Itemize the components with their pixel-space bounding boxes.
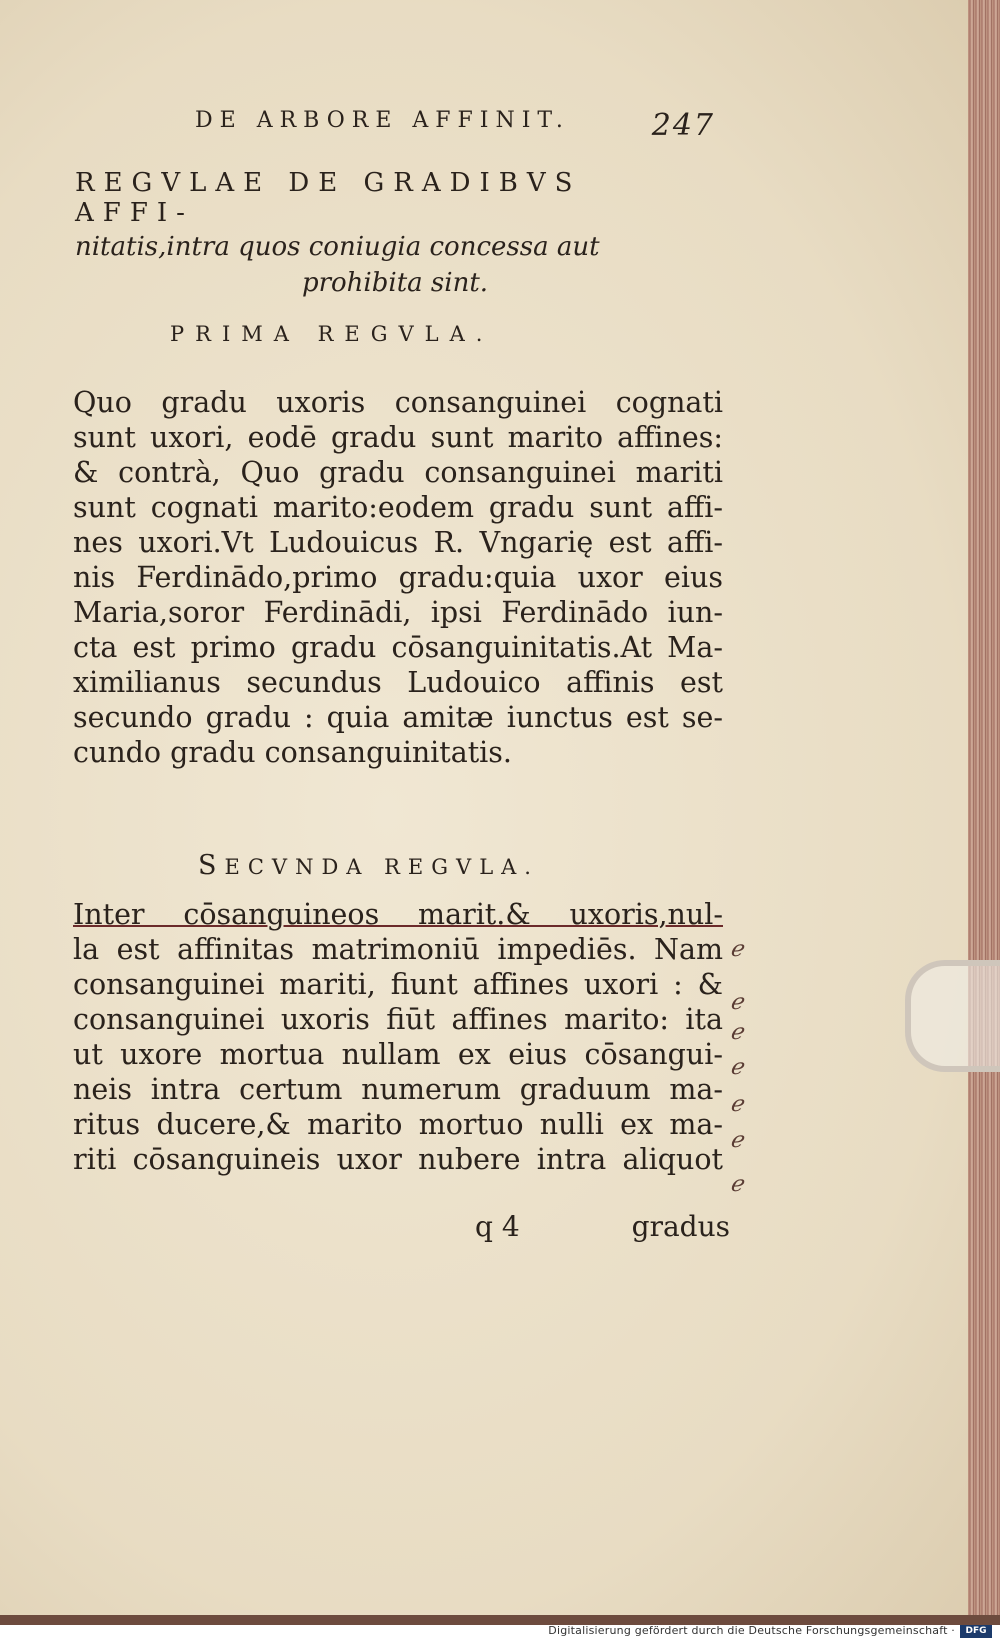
catchword: gradus bbox=[631, 1210, 730, 1243]
text-line: sunt cognati marito:eodem gradu sunt affi- bbox=[73, 491, 723, 524]
text-line-underlined: Inter cōsanguineos marit.& uxoris,nul- bbox=[73, 898, 723, 931]
paragraph-secunda bbox=[73, 897, 723, 1177]
heading-initial: S bbox=[198, 850, 225, 881]
text-line: ritus ducere,& marito mortuo nulli ex ma- bbox=[73, 1108, 723, 1141]
chapter-title bbox=[75, 168, 715, 298]
dfg-logo: DFG bbox=[960, 1625, 992, 1638]
text-line: consanguinei uxoris fiūt affines marito: ita bbox=[73, 1003, 723, 1036]
signature-mark: q 4 bbox=[475, 1210, 520, 1243]
text-line: & contrà, Quo gradu consanguinei mariti bbox=[73, 456, 723, 489]
running-title: DE ARBORE AFFINIT. bbox=[195, 108, 570, 133]
title-line-1: REGVLAE DE GRADIBVS AFFI- bbox=[75, 168, 582, 228]
marginal-mark: ℯ bbox=[730, 990, 744, 1015]
text-line: nis Ferdinādo,primo gradu:quia uxor eius bbox=[73, 561, 723, 594]
text-line: neis intra certum numerum graduum ma- bbox=[73, 1073, 723, 1106]
text-line: la est affinitas matrimoniū impediēs. Nam bbox=[73, 933, 723, 966]
digitization-credit: Digitalisierung gefördert durch die Deutsche Forschungsgemeinschaft · bbox=[548, 1624, 955, 1637]
text-line: ut uxore mortua nullam ex eius cōsangui- bbox=[73, 1038, 723, 1071]
text-line: nes uxori.Vt Ludouicus R. Vngarię est affi- bbox=[73, 526, 723, 559]
text-line: Maria,soror Ferdinādi, ipsi Ferdinādo iun- bbox=[73, 596, 723, 629]
running-header bbox=[195, 108, 715, 143]
text-line: sunt uxori, eodē gradu sunt marito affines: bbox=[73, 421, 723, 454]
page-edge bbox=[968, 0, 1000, 1625]
heading-rest: ECVNDA REGVLA. bbox=[224, 855, 539, 879]
marginal-mark: ℯ bbox=[730, 1128, 744, 1153]
marginal-mark: ℯ bbox=[730, 1092, 744, 1117]
text-line: cta est primo gradu cōsanguinitatis.At Ma- bbox=[73, 631, 723, 664]
page-number: 247 bbox=[651, 108, 715, 143]
title-line-2: nitatis,intra quos coniugia concessa aut bbox=[75, 232, 600, 262]
section-heading-prima: PRIMA REGVLA. bbox=[170, 322, 494, 346]
paragraph-prima bbox=[73, 385, 723, 770]
page-clip bbox=[905, 960, 1000, 1072]
text-line: cundo gradu consanguinitatis. bbox=[73, 736, 512, 769]
text-line: Quo gradu uxoris consanguinei cognati bbox=[73, 386, 723, 419]
title-line-3: prohibita sint. bbox=[301, 268, 489, 298]
page-footer bbox=[475, 1210, 730, 1243]
text-line: secundo gradu : quia amitæ iunctus est se- bbox=[73, 701, 723, 734]
text-line: consanguinei mariti, fiunt affines uxori : & bbox=[73, 968, 723, 1001]
section-heading-secunda bbox=[198, 850, 618, 881]
marginal-mark: ℯ bbox=[730, 1172, 744, 1197]
marginal-mark: ℯ bbox=[730, 937, 744, 962]
marginal-mark: ℯ bbox=[730, 1055, 744, 1080]
text-line: ximilianus secundus Ludouico affinis est bbox=[73, 666, 723, 699]
text-line: riti cōsanguineis uxor nubere intra aliquot bbox=[73, 1143, 723, 1176]
marginal-mark: ℯ bbox=[730, 1020, 744, 1045]
